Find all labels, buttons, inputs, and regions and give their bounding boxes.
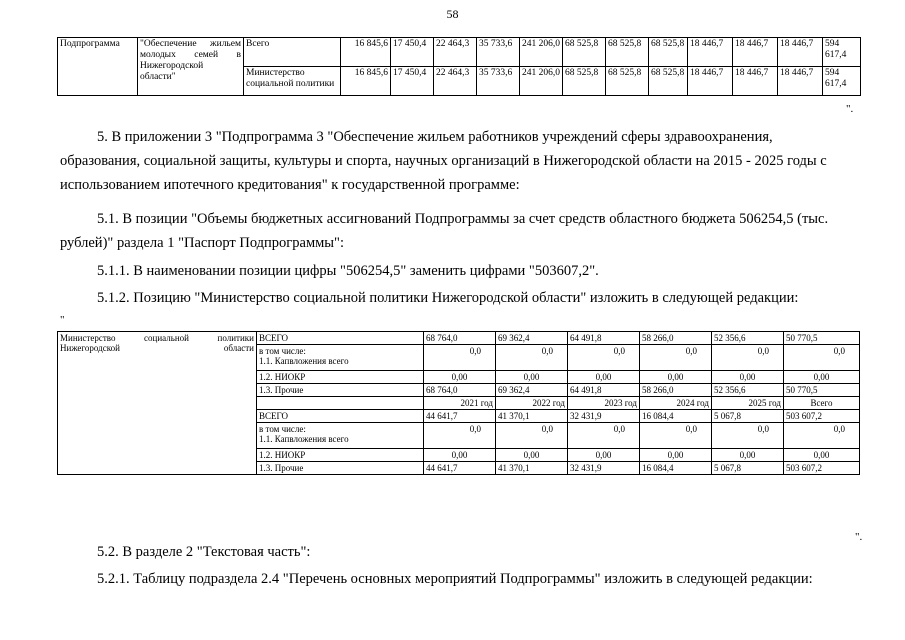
table-row xyxy=(58,38,861,67)
value-cell: 52 356,6 xyxy=(712,384,784,397)
value-cell: 0,0 xyxy=(712,345,784,371)
value-cell: 5 067,8 xyxy=(712,410,784,423)
value-cell: 0,0 xyxy=(568,345,640,371)
value-cell: 241 206,0 xyxy=(520,38,563,67)
value-cell: 0,0 xyxy=(784,345,860,371)
value-cell: 68 525,8 xyxy=(563,38,606,67)
value-cell: 68 764,0 xyxy=(424,384,496,397)
row-label xyxy=(257,384,424,397)
value-cell: 41 370,1 xyxy=(496,462,568,475)
paragraph-5-2: 5.2. В разделе 2 "Текстовая часть": xyxy=(97,544,311,560)
value-cell: 52 356,6 xyxy=(712,332,784,345)
value-cell: 22 464,3 xyxy=(434,38,477,67)
value-cell: 18 446,7 xyxy=(688,67,733,96)
value-cell: 18 446,7 xyxy=(778,38,823,67)
value-cell: 58 266,0 xyxy=(640,384,712,397)
value-cell: 0,00 xyxy=(784,371,860,384)
value-cell: 0,00 xyxy=(568,371,640,384)
subprogram-name: "Обеспечение жильем молодых семей в Нижегородской области" xyxy=(138,38,244,96)
value-cell: 44 641,7 xyxy=(424,462,496,475)
paragraph-5-line3: использованием ипотечного кредитования" к государственной программе: xyxy=(60,177,520,193)
value-cell: 0,0 xyxy=(496,345,568,371)
value-cell: 0,0 xyxy=(640,345,712,371)
value-cell: 32 431,9 xyxy=(568,410,640,423)
value-cell: 18 446,7 xyxy=(778,67,823,96)
value-cell: 58 266,0 xyxy=(640,332,712,345)
value-cell: 16 845,6 xyxy=(341,38,391,67)
paragraph-5-1-2: 5.1.2. Позицию "Министерство социальной политики Нижегородской области" изложить в следующей редакции: xyxy=(97,290,799,306)
value-cell: 0,0 xyxy=(640,423,712,449)
row-label xyxy=(257,410,424,423)
value-cell: 68 525,8 xyxy=(606,67,649,96)
executor-cell: Министерство социальной политики xyxy=(244,67,341,96)
value-cell: 35 733,6 xyxy=(477,67,520,96)
value-cell: 241 206,0 xyxy=(520,67,563,96)
value-cell: 0,00 xyxy=(712,371,784,384)
table-row xyxy=(58,332,860,345)
value-cell: 69 362,4 xyxy=(496,332,568,345)
row-label-line: 1.3. Прочие xyxy=(259,385,304,395)
row-label xyxy=(257,423,424,449)
value-cell: 68 525,8 xyxy=(649,67,688,96)
value-cell: 16 084,4 xyxy=(640,410,712,423)
year-header: Всего xyxy=(784,397,860,410)
value-cell: 0,0 xyxy=(784,423,860,449)
year-header: 2022 год xyxy=(496,397,568,410)
row-label xyxy=(257,332,424,345)
open-quote-mark: " xyxy=(60,314,65,326)
value-cell: 16 084,4 xyxy=(640,462,712,475)
value-cell: 18 446,7 xyxy=(688,38,733,67)
row-label-line: 1.3. Прочие xyxy=(259,463,304,473)
value-cell: 68 525,8 xyxy=(649,38,688,67)
page-number: 58 xyxy=(446,7,459,21)
value-cell: 18 446,7 xyxy=(733,38,778,67)
paragraph-5-line2: образования, социальной защиты, культуры и спорта, научных организаций в Нижегородской области на 2015 - 2025 годы с xyxy=(60,153,827,169)
budget-table xyxy=(57,331,860,475)
year-header: 2021 год xyxy=(424,397,496,410)
value-cell: 50 770,5 xyxy=(784,384,860,397)
table1-end-mark: ". xyxy=(846,103,854,115)
value-cell: 32 431,9 xyxy=(568,462,640,475)
value-cell: 0,00 xyxy=(784,449,860,462)
value-cell: 50 770,5 xyxy=(784,332,860,345)
year-header: 2025 год xyxy=(712,397,784,410)
value-cell: 0,00 xyxy=(712,449,784,462)
value-cell: 68 525,8 xyxy=(606,38,649,67)
year-header: 2023 год xyxy=(568,397,640,410)
value-cell: 68 764,0 xyxy=(424,332,496,345)
value-cell: 594 617,4 xyxy=(823,38,861,67)
table2-end-mark: ". xyxy=(855,531,863,543)
value-cell: 594 617,4 xyxy=(823,67,861,96)
value-cell: 0,00 xyxy=(568,449,640,462)
row-label-line: в том числе: xyxy=(259,424,306,434)
value-cell: 68 525,8 xyxy=(563,67,606,96)
row-label xyxy=(257,371,424,384)
subprogram-table xyxy=(57,37,861,96)
value-cell: 5 067,8 xyxy=(712,462,784,475)
row-label-line: 1.2. НИОКР xyxy=(259,450,306,460)
row-label xyxy=(257,449,424,462)
value-cell: 0,0 xyxy=(496,423,568,449)
row-label xyxy=(257,345,424,371)
value-cell: 503 607,2 xyxy=(784,410,860,423)
row-label xyxy=(257,462,424,475)
value-cell: 41 370,1 xyxy=(496,410,568,423)
value-cell: 17 450,4 xyxy=(391,67,434,96)
row-label-line: ВСЕГО xyxy=(259,411,288,421)
value-cell: 0,0 xyxy=(424,345,496,371)
value-cell: 0,00 xyxy=(640,371,712,384)
value-cell: 0,00 xyxy=(640,449,712,462)
row-label-line: в том числе: xyxy=(259,346,306,356)
value-cell: 0,00 xyxy=(496,449,568,462)
row-label-line: 1.1. Капвложения всего xyxy=(259,434,349,444)
value-cell: 0,0 xyxy=(712,423,784,449)
value-cell: 22 464,3 xyxy=(434,67,477,96)
paragraph-5-line1: 5. В приложении 3 "Подпрограмма 3 "Обеспечение жильем работников учреждений сферы здравоохранения, xyxy=(97,129,773,145)
value-cell: 18 446,7 xyxy=(733,67,778,96)
value-cell: 44 641,7 xyxy=(424,410,496,423)
value-cell: 503 607,2 xyxy=(784,462,860,475)
ministry-cell: Министерство социальной политики Нижегородской области xyxy=(58,332,257,475)
value-cell: 0,0 xyxy=(424,423,496,449)
value-cell: 0,00 xyxy=(424,371,496,384)
paragraph-5-1-line1: 5.1. В позиции "Объемы бюджетных ассигнований Подпрограммы за счет средств областного бюджета 506254,5 (тыс. xyxy=(97,211,829,227)
value-cell: 69 362,4 xyxy=(496,384,568,397)
paragraph-5-1-1: 5.1.1. В наименовании позиции цифры "506254,5" заменить цифрами "503607,2". xyxy=(97,263,599,279)
value-cell: 0,00 xyxy=(496,371,568,384)
subprogram-label: Подпрограмма xyxy=(58,38,138,96)
row-label-line: 1.2. НИОКР xyxy=(259,372,306,382)
paragraph-5-1-line2: рублей)" раздела 1 "Паспорт Подпрограммы": xyxy=(60,235,344,251)
executor-cell: Всего xyxy=(244,38,341,67)
row-label-line: ВСЕГО xyxy=(259,333,288,343)
value-cell: 35 733,6 xyxy=(477,38,520,67)
value-cell: 64 491,8 xyxy=(568,384,640,397)
row-label-line: 1.1. Капвложения всего xyxy=(259,356,349,366)
year-header: 2024 год xyxy=(640,397,712,410)
value-cell: 0,00 xyxy=(424,449,496,462)
paragraph-5-2-1: 5.2.1. Таблицу подраздела 2.4 "Перечень основных мероприятий Подпрограммы" изложить в следующей редакции: xyxy=(97,571,813,587)
value-cell: 64 491,8 xyxy=(568,332,640,345)
value-cell: 17 450,4 xyxy=(391,38,434,67)
value-cell: 16 845,6 xyxy=(341,67,391,96)
value-cell: 0,0 xyxy=(568,423,640,449)
blank-cell xyxy=(257,397,424,410)
